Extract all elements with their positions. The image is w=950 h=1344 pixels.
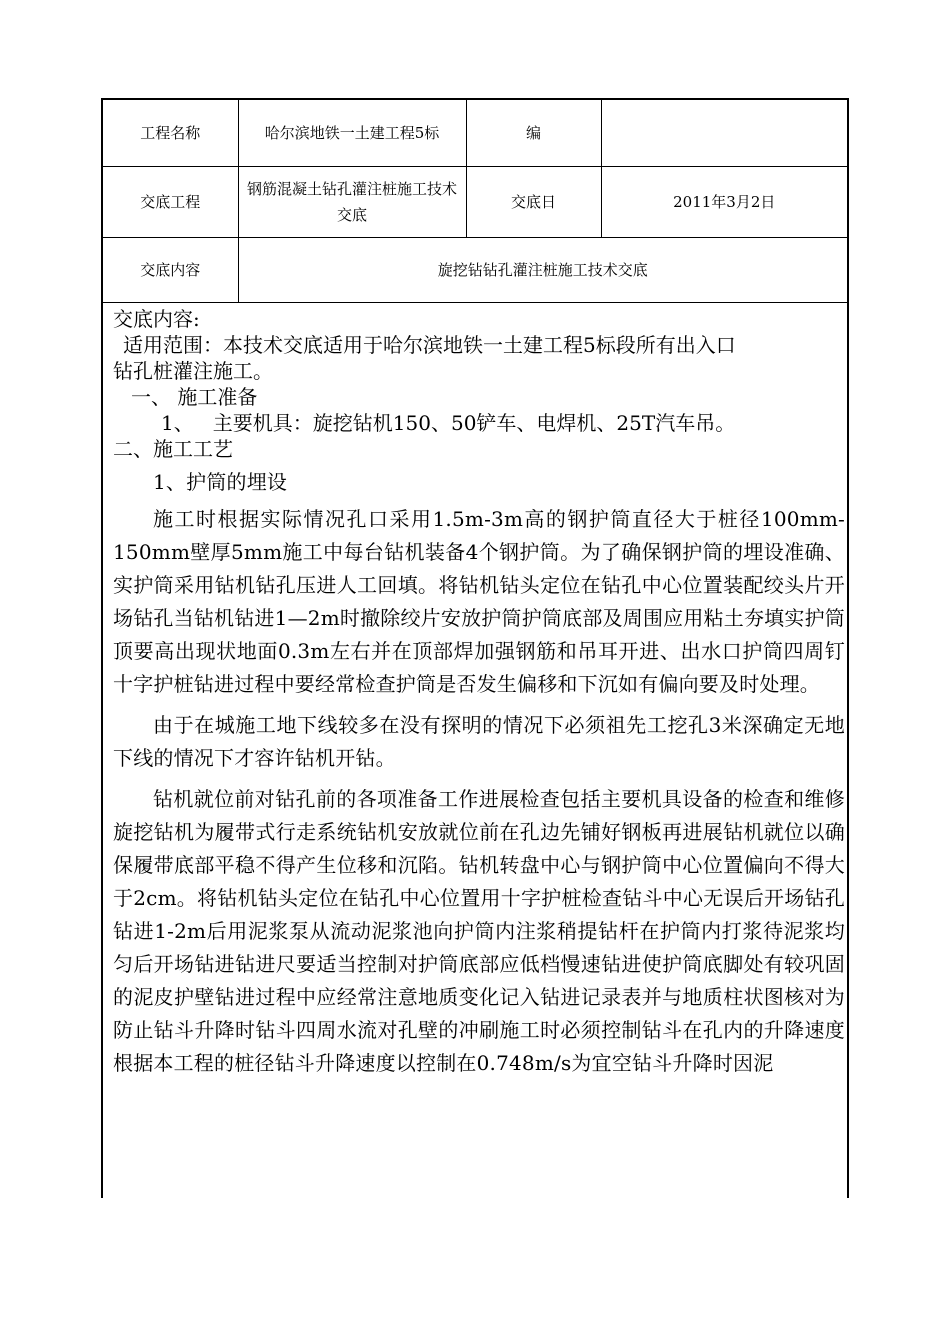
code-value [601, 100, 847, 167]
paragraph-excavation: 由于在城施工地下线较多在没有探明的情况下必须祖先工挖孔3米深确定无地下线的情况下才容许钻机开钻。 [113, 713, 845, 770]
label-disclosure-content: 交底内容 [103, 238, 238, 303]
paragraph-drilling: 钻机就位前对钻孔前的各项准备工作进展检查包括主要机具设备的检查和维修旋挖钻机为履带式行走系统钻机安放就位前在孔边先铺好钢板再进展钻机就位以确保履带底部平稳不得产生位移和沉陷。钻机转盘中心与钢护筒中心位置偏向不得大于2cm。将钻机钻头定位在钻孔中心位置用十字护桩检查钻斗中心无误后开场钻孔钻进1-2m后用泥浆泵从流动泥浆池向护筒内注浆稍提钻杆在护筒内打浆待泥浆均匀后开场钻进钻进尺要适当控制对护筒底部应低档慢速钻进使护筒底脚处有较巩固的泥皮护壁钻进过程中应经常注意地质变化记入钻进记录表并与地质柱状图核对为防止钻斗升降时钻斗四周水流对孔壁的冲刷施工时必须控制钻斗在孔内的升降速度根据本工程的桩径钻斗升降速度以控制在0.748m/s为宜空钻斗升降时因泥 [113, 787, 845, 1075]
section-2-title: 二、施工工艺 [113, 437, 233, 461]
label-code: 编 [466, 100, 601, 167]
scope-line-2: 钻孔桩灌注施工。 [113, 359, 273, 383]
section-1-item: 1、 主要机具：旋挖钻机150、50铲车、电焊机、25T汽车吊。 [161, 411, 736, 435]
section-2-subtitle: 1、护筒的埋设 [153, 470, 288, 494]
disclosure-item-value: 钢筋混凝土钻孔灌注桩施工技术交底 [238, 167, 466, 238]
label-project-name: 工程名称 [103, 100, 238, 167]
disclosure-content-value: 旋挖钻钻孔灌注桩施工技术交底 [238, 238, 847, 303]
header-row-content [103, 238, 847, 303]
disclosure-body [113, 306, 845, 1080]
header-table [103, 100, 847, 303]
body-heading: 交底内容: [113, 307, 200, 331]
label-disclosure-date: 交底日 [466, 167, 601, 238]
section-1-title: 一、 施工准备 [131, 385, 258, 409]
disclosure-date-value: 2011年3月2日 [601, 167, 847, 238]
header-row-item [103, 167, 847, 238]
project-name-value: 哈尔滨地铁一土建工程5标 [238, 100, 466, 167]
header-row-project [103, 100, 847, 167]
scope-line-1: 适用范围：本技术交底适用于哈尔滨地铁一土建工程5标段所有出入口 [123, 333, 736, 357]
paragraph-casing: 施工时根据实际情况孔口采用1.5m-3m高的钢护筒直径大于桩径100mm-150mm壁厚5mm施工中每台钻机装备4个钢护筒。为了确保钢护筒的埋设准确、实护筒采用钻机钻孔压进人工回填。将钻机钻头定位在钻孔中心位置装配绞头片开场钻孔当钻机钻进1—2m时撤除绞片安放护筒护筒底部及周围应用粘土夯填实护筒顶要高出现状地面0.3m左右并在顶部焊加强钢筋和吊耳开进、出水口护筒四周钉十字护桩钻进过程中要经常检查护筒是否发生偏移和下沉如有偏向要及时处理。 [113, 507, 845, 696]
document-frame [101, 98, 849, 1198]
label-disclosure-item: 交底工程 [103, 167, 238, 238]
